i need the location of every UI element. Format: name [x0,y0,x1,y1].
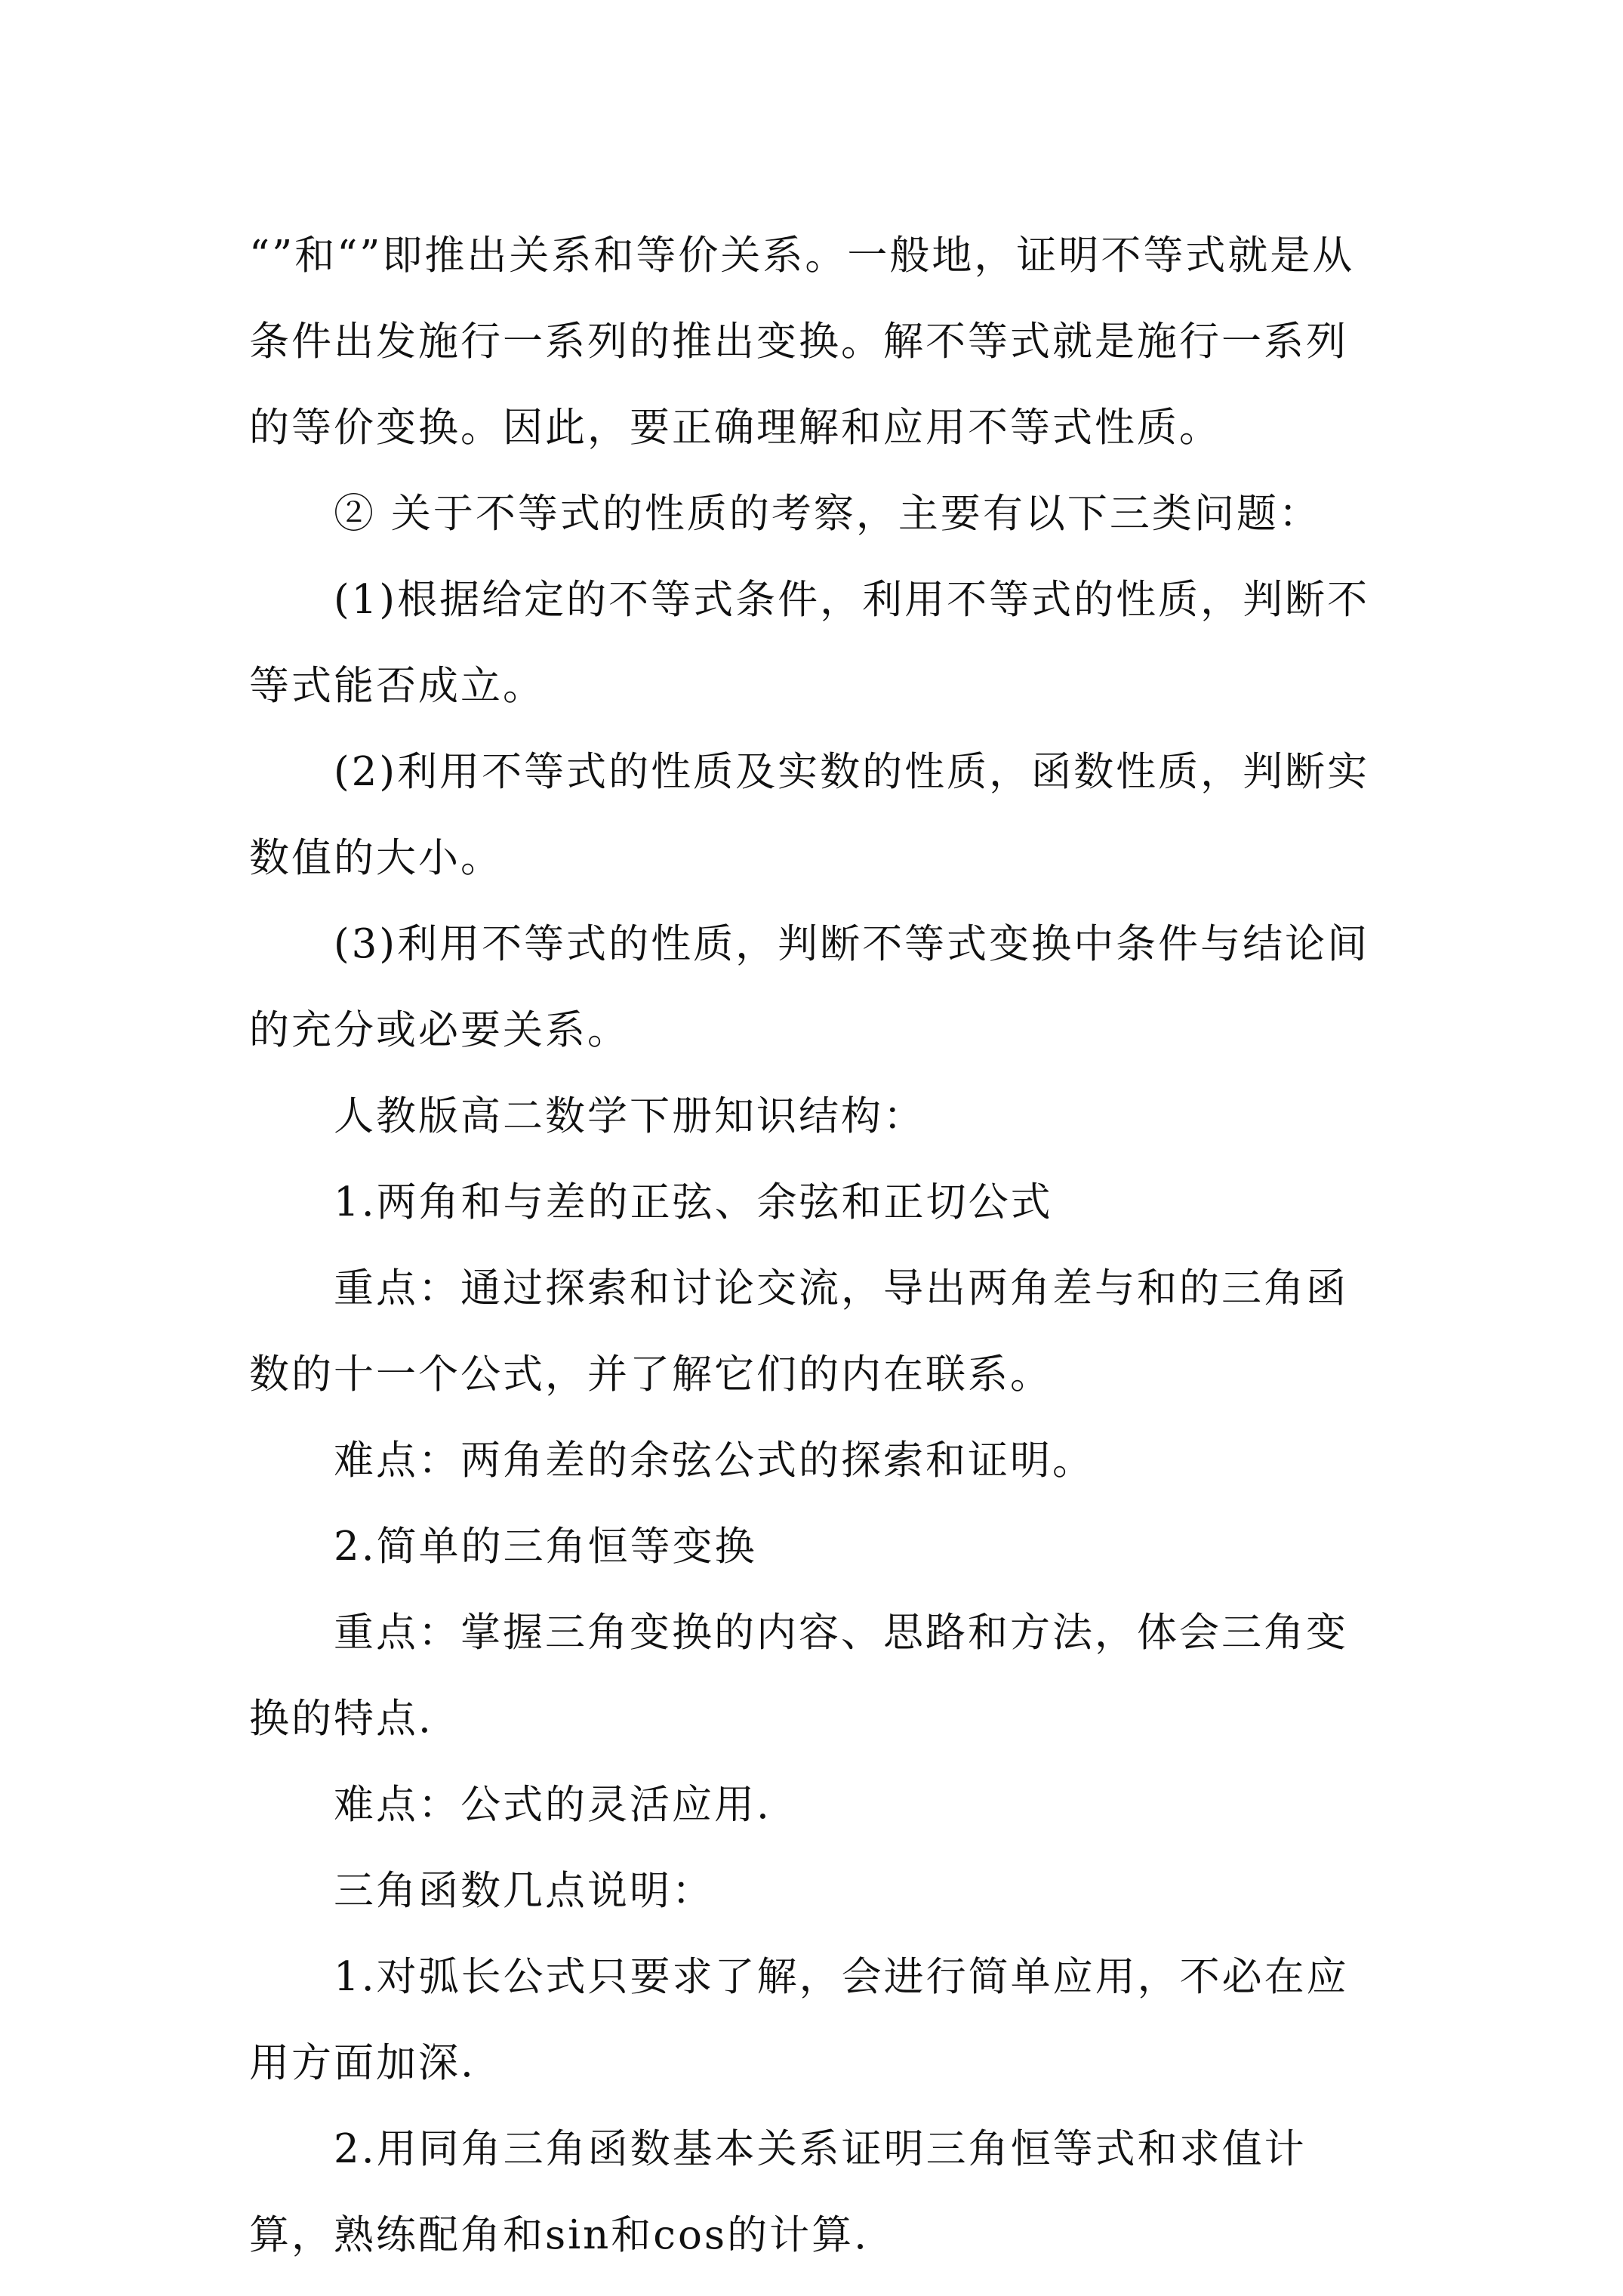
item-trig-identity-transform: 2.简单的三角恒等变换 [334,1524,757,1570]
section-heading-knowledge-structure: 人教版高二数学下册知识结构： [334,1093,925,1139]
key-point-1: 重点：通过探索和讨论交流，导出两角差与和的三角函数的十一个公式，并了解它们的内在联系。 [249,1265,1348,1398]
document-body [249,213,1381,2279]
paragraph-question-3: (3)利用不等式的性质，判断不等式变换中条件与结论间的充分或必要关系。 [249,921,1370,1053]
paragraph-question-1: (1)根据给定的不等式条件，利用不等式的性质，判断不等式能否成立。 [249,577,1370,709]
paragraph-question-2: (2)利用不等式的性质及实数的性质，函数性质，判断实数值的大小。 [249,749,1370,881]
note-arc-length: 1.对弧长公式只要求了解，会进行简单应用，不必在应用方面加深. [249,1954,1349,2086]
difficulty-1: 难点：两角差的余弦公式的探索和证明。 [334,1438,1095,1484]
paragraph-inference-relations: “”和“”即推出关系和等价关系。一般地，证明不等式就是从条件出发施行一系列的推出变换。解不等式就是施行一系列的等价变换。因此，要正确理解和应用不等式性质。 [249,233,1355,451]
key-point-2: 重点：掌握三角变换的内容、思路和方法，体会三角变换的特点. [249,1610,1348,1742]
section-heading-trig-notes: 三角函数几点说明： [334,1868,714,1914]
item-sum-difference-formulas: 1.两角和与差的正弦、余弦和正切公式 [334,1179,1053,1225]
note-identities: 2.用同角三角函数基本关系证明三角恒等式和求值计算，熟练配角和sin和cos的计算. [249,2126,1307,2258]
difficulty-2: 难点：公式的灵活应用. [334,1782,771,1828]
paragraph-property-question-types: ② 关于不等式的性质的考察，主要有以下三类问题： [334,491,1321,537]
